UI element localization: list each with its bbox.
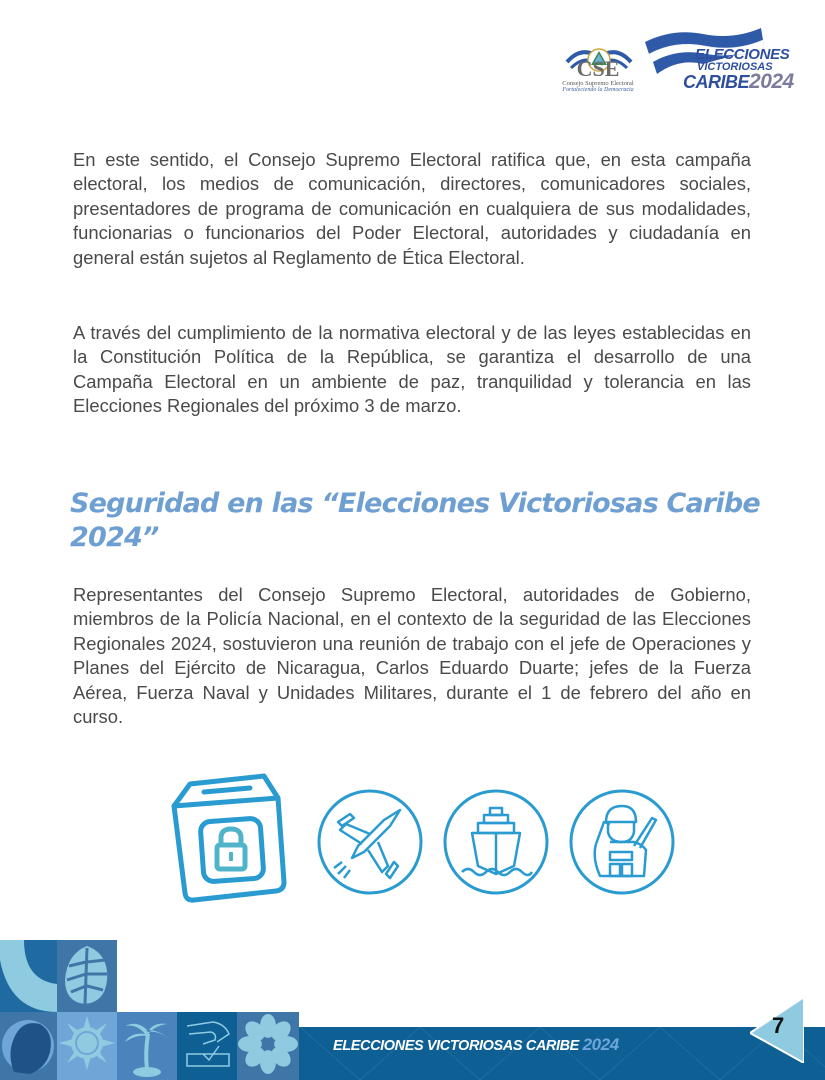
campaign-logo-line3 <box>683 70 794 94</box>
hand-voting-icon <box>177 1012 237 1080</box>
cse-acronym: CSE <box>576 56 620 81</box>
flower-icon <box>237 1012 299 1080</box>
campaign-logo-year: 2024 <box>749 70 794 93</box>
section-title-security: Seguridad en las “Elecciones Victoriosas Caribe 2024” <box>70 488 760 553</box>
monstera-leaf-icon <box>57 940 117 1012</box>
wave-arc-icon <box>0 940 57 1012</box>
footer-title-text: ELECCIONES VICTORIOSAS CARIBE <box>333 1038 579 1054</box>
security-icons-row <box>160 768 660 908</box>
campaign-logo-line1: ELECCIONES <box>695 46 790 63</box>
ballot-box-lock-icon <box>160 768 300 908</box>
footer-decorative-tiles <box>0 940 300 1080</box>
campaign-logo-line2: VICTORIOSAS <box>697 61 773 73</box>
page-number: 7 <box>772 1013 785 1038</box>
sun-icon <box>57 1012 117 1080</box>
paragraph-security-meeting: Representantes del Consejo Supremo Electoral, autoridades de Gobierno, miembros de la Policía Nacional, en el contexto de la seguridad de las Elecciones Regionales 2024, sostuvieron una reunión de trabajo con el jefe de Operaciones y Planes del Ejército de Nicaragua, Carlos Eduardo Duarte; jefes de la Fuerza Aérea, Fuerza Naval y Unidades Militares, durante el 1 de febrero del año en curso. <box>73 584 751 728</box>
footer-title <box>333 1035 619 1055</box>
cse-tagline: Fortaleciendo la Democracia <box>562 87 634 93</box>
paragraph-peaceful-campaign: A través del cumplimiento de la normativa electoral y de las leyes establecidas en la Constitución Política de la República, se garantiza el desarrollo de una Campaña Electoral en un ambiente de paz, tranquilidad y tolerancia en las Elecciones Regionales del próximo 3 de marzo. <box>73 322 751 417</box>
footer-year: 2024 <box>582 1035 619 1054</box>
paragraph-ethics-regulation: En este sentido, el Consejo Supremo Electoral ratifica que, en esta campaña electoral, los medios de comunicación, directores, comunicadores sociales, presentadores de programa de comunicación en cualquiera de sus modalidades, funcionarias o funcionarios del Poder Electoral, autoridades y ciudadanía en general están sujetos al Reglamento de Ética Electoral. <box>73 149 751 268</box>
campaign-logo-caribe: CARIBE <box>683 72 750 92</box>
saluting-soldier-icon <box>568 788 676 896</box>
woman-profile-icon <box>0 1012 57 1080</box>
fighter-jet-icon <box>316 788 424 896</box>
campaign-logo <box>643 24 805 94</box>
ship-icon <box>442 788 550 896</box>
header-logos <box>555 18 805 98</box>
cse-name: Consejo Supremo Electoral <box>562 80 634 87</box>
palm-tree-icon <box>117 1012 177 1080</box>
